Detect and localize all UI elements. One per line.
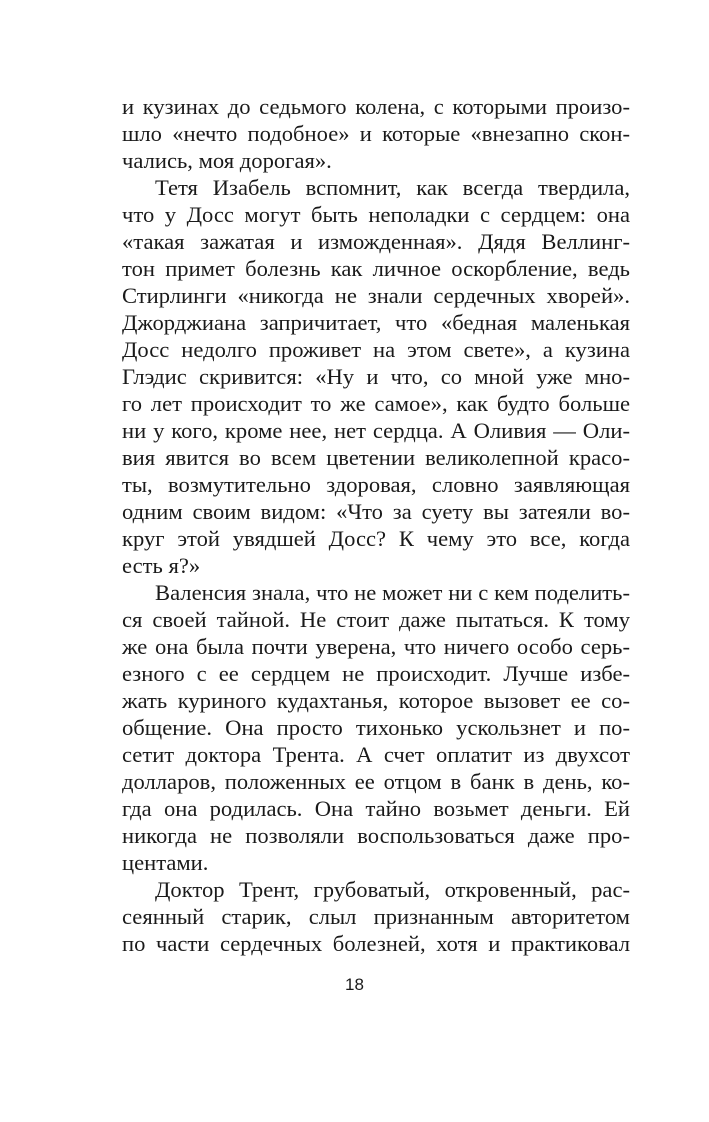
text-line: что у Досс могут быть неполадки с сердцем: она — [122, 202, 630, 227]
text-line: Валенсия знала, что не может ни с кем поделить- — [155, 580, 630, 605]
text-line: Глэдис скривится: «Ну и что, со мной уже мно- — [122, 364, 630, 389]
page-number: 18 — [345, 975, 364, 994]
text-line: общение. Она просто тихонько ускользнет и по- — [122, 715, 630, 740]
text-line: Стирлинги «никогда не знали сердечных хворей». — [122, 283, 630, 308]
text-line: и кузинах до седьмого колена, с которыми произо- — [122, 94, 630, 119]
text-line: ся своей тайной. Не стоит даже пытаться. К тому — [122, 607, 630, 632]
text-line: одним своим видом: «Что за суету вы затеяли во- — [122, 499, 630, 524]
text-line: тон примет болезнь как личное оскорбление, ведь — [122, 256, 630, 281]
text-line: центами. — [122, 850, 209, 875]
text-line: вия явится во всем цветении великолепной красо- — [122, 445, 630, 470]
text-line: «такая зажатая и изможденная». Дядя Веллинг- — [122, 229, 630, 254]
text-line: ты, возмутительно здоровая, словно заявляющая — [122, 472, 630, 497]
text-line: Досс недолго проживет на этом свете», а кузина — [122, 337, 630, 362]
text-line: никогда не позволяли воспользоваться даже про- — [122, 823, 630, 848]
text-line: Доктор Трент, грубоватый, откровенный, рас- — [155, 877, 630, 902]
text-line: чались, моя дорогая». — [122, 148, 332, 173]
text-line: жать куриного кудахтанья, которое вызовет ее со- — [122, 688, 630, 713]
text-line: шло «нечто подобное» и которые «внезапно скон- — [122, 121, 630, 146]
paragraph-3 — [122, 579, 630, 876]
paragraph-1 — [122, 93, 630, 174]
text-line: езного с ее сердцем не происходит. Лучше избе- — [122, 661, 630, 686]
paragraph-2 — [122, 174, 630, 579]
text-line: Тетя Изабель вспомнит, как всегда твердила, — [155, 175, 630, 200]
text-line: Джорджиана запричитает, что «бедная маленькая — [122, 310, 630, 335]
paragraph-4 — [122, 876, 630, 957]
text-line: гда она родилась. Она тайно возьмет деньги. Ей — [122, 796, 630, 821]
text-line: го лет происходит то же самое», как будто больше — [122, 391, 630, 416]
text-line: же она была почти уверена, что ничего особо серь- — [122, 634, 630, 659]
text-line: ни у кого, кроме нее, нет сердца. А Оливия — Оли- — [122, 418, 630, 443]
text-line: круг этой увядшей Досс? К чему это все, когда — [122, 526, 630, 551]
text-line: долларов, положенных ее отцом в банк в день, ко- — [122, 769, 630, 794]
page-body — [122, 93, 630, 957]
text-line: есть я?» — [122, 553, 201, 578]
text-line: сетит доктора Трента. А счет оплатит из двухсот — [122, 742, 630, 767]
text-line: сеянный старик, слыл признанным авторитетом — [122, 904, 630, 929]
text-line: по части сердечных болезней, хотя и практиковал — [122, 931, 630, 956]
